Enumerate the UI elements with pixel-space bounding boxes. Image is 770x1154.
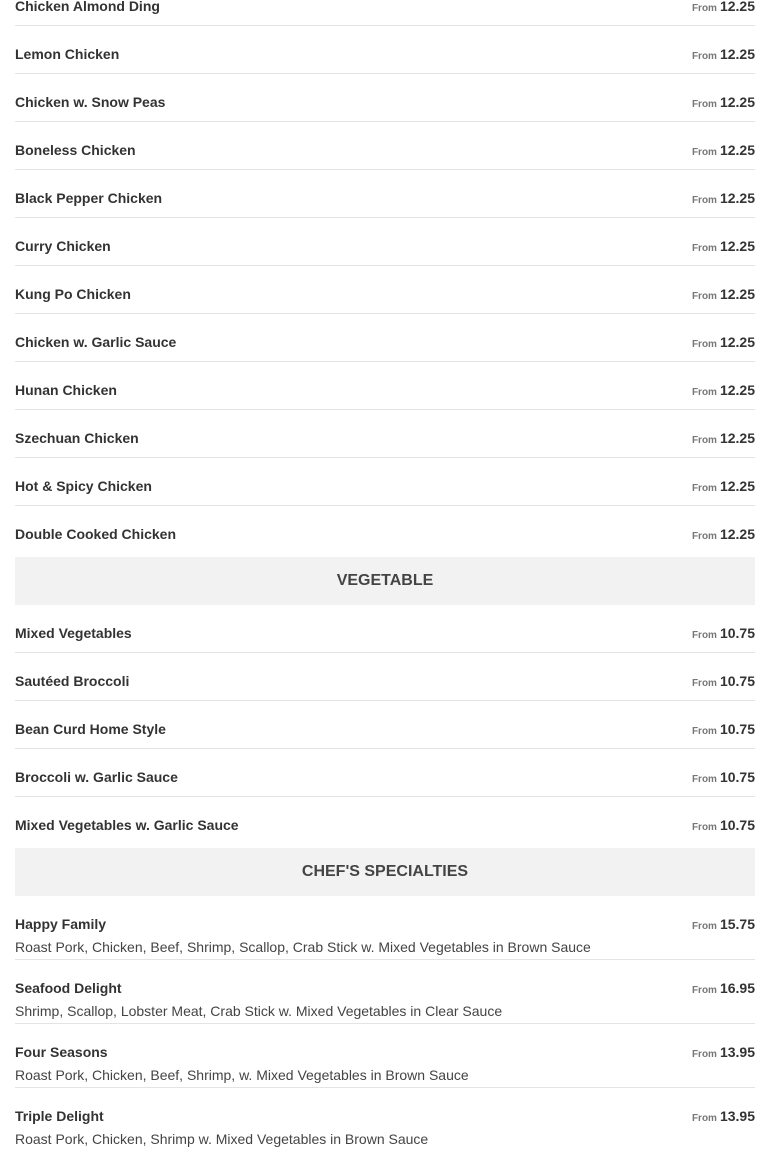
menu-item-name: Sautéed Broccoli: [15, 673, 130, 689]
price-from-label: From: [691, 243, 717, 254]
price-value: 13.95: [719, 1044, 755, 1060]
menu-item-name: Broccoli w. Garlic Sauce: [15, 769, 178, 785]
menu-item-price: [692, 673, 755, 691]
menu-item-description: Roast Pork, Chicken, Beef, Shrimp, Scallop, Crab Stick w. Mixed Vegetables in Brown Sauce: [15, 939, 591, 955]
menu-item-description: Roast Pork, Chicken, Shrimp w. Mixed Vegetables in Brown Sauce: [15, 1131, 429, 1147]
menu-item-name: Chicken w. Garlic Sauce: [15, 334, 177, 350]
price-from-label: From: [691, 921, 717, 932]
price-value: 12.25: [719, 286, 755, 302]
menu-item-price: [692, 625, 755, 643]
menu-item-name: Curry Chicken: [15, 238, 111, 254]
price-value: 15.75: [719, 916, 755, 932]
menu-item-price: [692, 0, 755, 16]
price-value: 12.25: [719, 190, 755, 206]
menu-item-price: [692, 478, 755, 496]
menu-item[interactable]: [15, 74, 755, 122]
price-value: 12.25: [719, 0, 755, 14]
menu-item-price: [692, 334, 755, 352]
menu-item[interactable]: [15, 1024, 755, 1088]
menu-item-price: [692, 430, 755, 448]
price-from-label: From: [691, 774, 717, 785]
price-value: 10.75: [719, 721, 755, 737]
menu-item-price: [692, 238, 755, 256]
price-from-label: From: [691, 726, 717, 737]
menu-item[interactable]: [15, 1088, 755, 1152]
price-value: 13.95: [719, 1108, 755, 1124]
menu-item-name: Happy Family: [15, 916, 107, 932]
menu-item-price: [692, 190, 755, 208]
menu-item[interactable]: [15, 749, 755, 797]
menu-section-chefs-specialties: [15, 848, 755, 1152]
price-from-label: From: [691, 1113, 717, 1124]
menu-item-price: [692, 817, 755, 835]
price-from-label: From: [691, 387, 717, 398]
menu-item-name: Chicken w. Snow Peas: [15, 94, 166, 110]
menu-item-price: [692, 769, 755, 787]
menu-item-name: Four Seasons: [15, 1044, 108, 1060]
price-value: 10.75: [719, 625, 755, 641]
price-from-label: From: [691, 99, 717, 110]
price-from-label: From: [691, 51, 717, 62]
menu-item[interactable]: [15, 605, 755, 653]
menu-item[interactable]: [15, 218, 755, 266]
menu-item-price: [692, 286, 755, 304]
section-header-chefs-specialties: CHEF'S SPECIALTIES: [15, 848, 755, 896]
menu-item[interactable]: [15, 506, 755, 554]
menu-item[interactable]: [15, 960, 755, 1024]
menu-item[interactable]: [15, 0, 755, 26]
price-from-label: From: [691, 291, 717, 302]
menu-item[interactable]: [15, 170, 755, 218]
menu-item-price: [692, 382, 755, 400]
price-value: 12.25: [719, 478, 755, 494]
price-value: 12.25: [719, 430, 755, 446]
menu-item-name: Boneless Chicken: [15, 142, 136, 158]
menu-item[interactable]: [15, 410, 755, 458]
menu-item-name: Seafood Delight: [15, 980, 122, 996]
price-from-label: From: [691, 435, 717, 446]
menu-item-price: [692, 94, 755, 112]
price-value: 12.25: [719, 142, 755, 158]
menu-item-price: [692, 980, 755, 998]
menu-item[interactable]: [15, 701, 755, 749]
menu-item-price: [692, 526, 755, 544]
menu-item-name: Lemon Chicken: [15, 46, 120, 62]
menu-item-price: [692, 46, 755, 64]
menu-item-name: Mixed Vegetables w. Garlic Sauce: [15, 817, 239, 833]
menu-item-name: Triple Delight: [15, 1108, 104, 1124]
price-value: 10.75: [719, 769, 755, 785]
menu-item[interactable]: [15, 362, 755, 410]
price-from-label: From: [691, 1049, 717, 1060]
menu-item-price: [692, 142, 755, 160]
menu-section-vegetable: [15, 557, 755, 845]
price-value: 12.25: [719, 94, 755, 110]
menu-item-name: Bean Curd Home Style: [15, 721, 166, 737]
price-from-label: From: [691, 822, 717, 833]
menu-item-price: [692, 1044, 755, 1062]
menu-item-price: [692, 1108, 755, 1126]
menu-item-name: Szechuan Chicken: [15, 430, 139, 446]
menu-item-name: Hot & Spicy Chicken: [15, 478, 152, 494]
section-header-vegetable: VEGETABLE: [15, 557, 755, 605]
price-value: 10.75: [719, 673, 755, 689]
menu-item-name: Black Pepper Chicken: [15, 190, 163, 206]
price-from-label: From: [691, 985, 717, 996]
menu-item-name: Chicken Almond Ding: [15, 0, 160, 14]
menu-item[interactable]: [15, 653, 755, 701]
price-from-label: From: [691, 483, 717, 494]
price-from-label: From: [691, 531, 717, 542]
menu-item-name: Mixed Vegetables: [15, 625, 132, 641]
menu-item-price: [692, 721, 755, 739]
price-value: 12.25: [719, 526, 755, 542]
menu-list: [15, 0, 755, 1152]
menu-item-description: Shrimp, Scallop, Lobster Meat, Crab Stick w. Mixed Vegetables in Clear Sauce: [15, 1003, 503, 1019]
menu-item[interactable]: [15, 896, 755, 960]
price-from-label: From: [691, 3, 717, 14]
price-from-label: From: [691, 678, 717, 689]
price-from-label: From: [691, 195, 717, 206]
menu-item[interactable]: [15, 314, 755, 362]
menu-item-name: Kung Po Chicken: [15, 286, 131, 302]
menu-item-price: [692, 916, 755, 934]
price-value: 12.25: [719, 382, 755, 398]
price-value: 12.25: [719, 238, 755, 254]
menu-item[interactable]: [15, 458, 755, 506]
price-from-label: From: [691, 147, 717, 158]
price-value: 12.25: [719, 334, 755, 350]
menu-item-description: Roast Pork, Chicken, Beef, Shrimp, w. Mixed Vegetables in Brown Sauce: [15, 1067, 469, 1083]
price-from-label: From: [691, 339, 717, 350]
menu-item-name: Double Cooked Chicken: [15, 526, 177, 542]
menu-item[interactable]: [15, 797, 755, 845]
menu-item[interactable]: [15, 26, 755, 74]
menu-item[interactable]: [15, 122, 755, 170]
menu-item[interactable]: [15, 266, 755, 314]
menu-item-name: Hunan Chicken: [15, 382, 117, 398]
menu-section-chicken: [15, 0, 755, 554]
price-value: 10.75: [719, 817, 755, 833]
price-from-label: From: [691, 630, 717, 641]
price-value: 16.95: [719, 980, 755, 996]
price-value: 12.25: [719, 46, 755, 62]
